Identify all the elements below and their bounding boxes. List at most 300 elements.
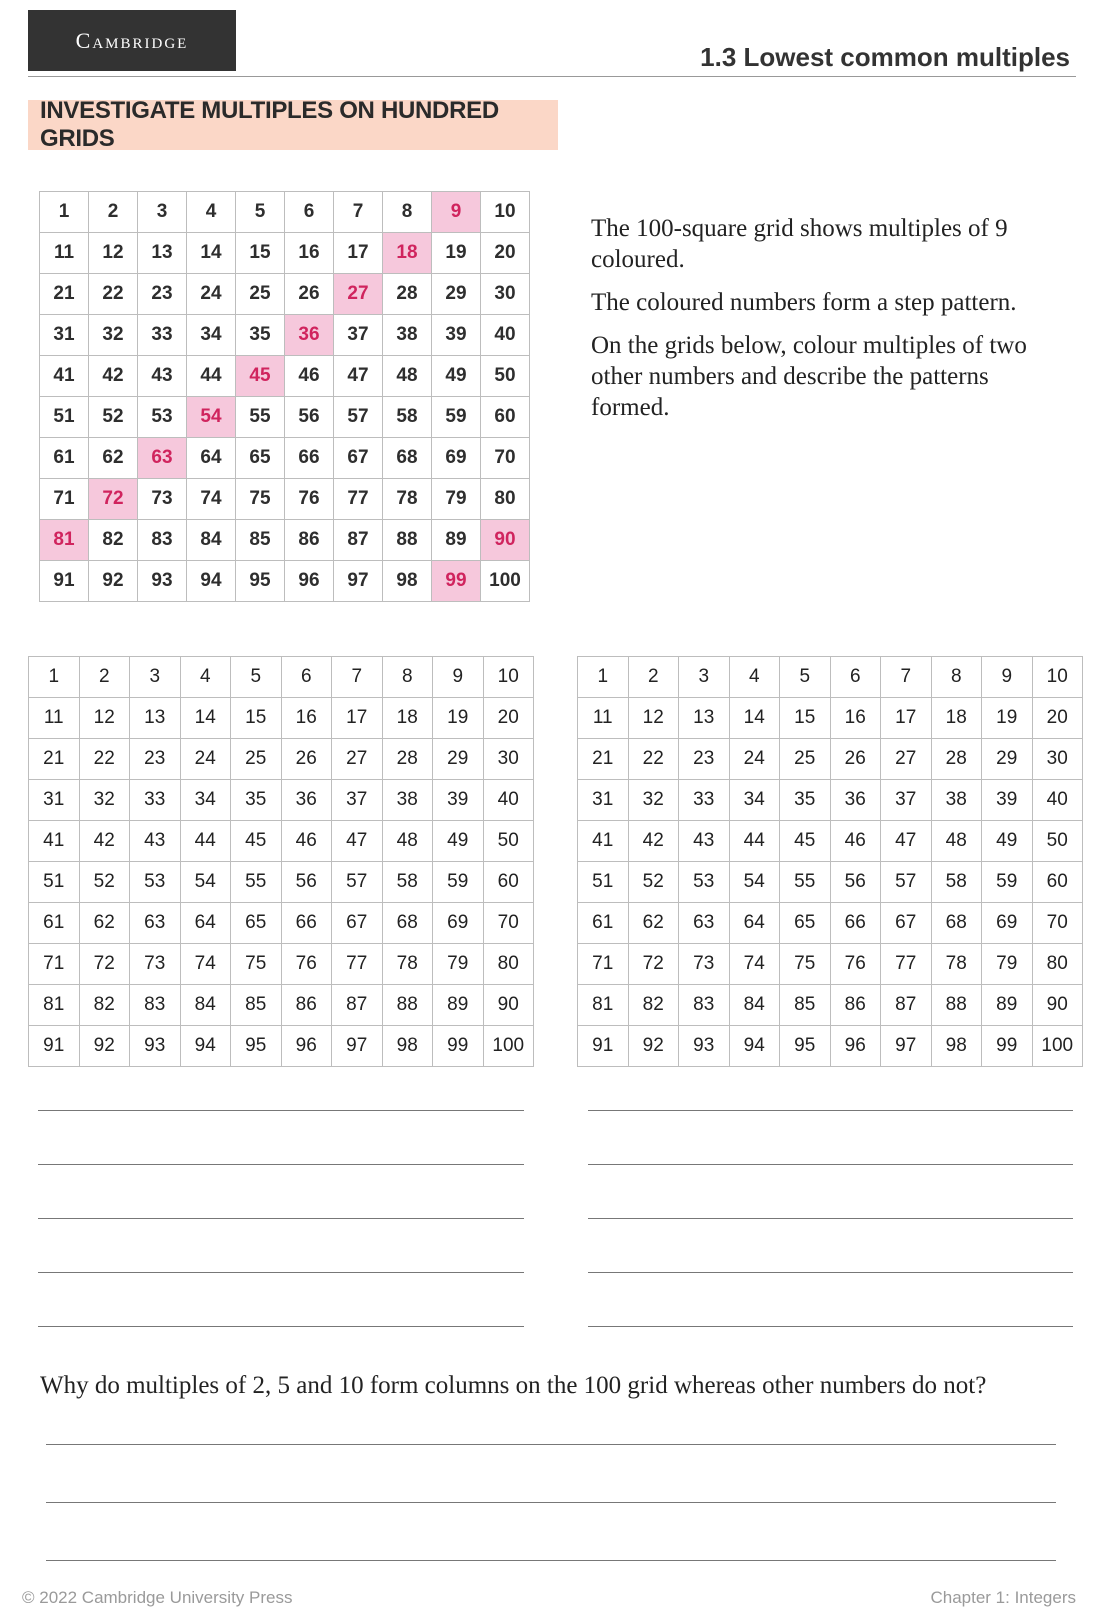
grid-cell[interactable]: 88	[382, 985, 433, 1026]
copyright-footer: © 2022 Cambridge University Press	[22, 1588, 293, 1607]
example-hundred-grid	[39, 191, 530, 602]
grid-cell[interactable]: 100	[483, 1026, 534, 1067]
grid-cell[interactable]: 74	[180, 944, 231, 985]
grid-row	[40, 192, 530, 233]
grid-cell[interactable]: 96	[281, 1026, 332, 1067]
answer-line-left-4[interactable]	[38, 1272, 524, 1273]
grid-cell[interactable]: 23	[679, 739, 730, 780]
grid-cell[interactable]: 10	[1032, 657, 1083, 698]
grid-cell[interactable]: 62	[628, 903, 679, 944]
grid-cell[interactable]: 34	[180, 780, 231, 821]
grid-cell[interactable]: 83	[130, 985, 181, 1026]
grid-cell: 87	[334, 520, 383, 561]
grid-cell: 98	[383, 561, 432, 602]
grid-cell[interactable]: 88	[931, 985, 982, 1026]
grid-cell: 58	[383, 397, 432, 438]
grid-cell[interactable]: 99	[433, 1026, 484, 1067]
grid-cell[interactable]: 36	[281, 780, 332, 821]
grid-cell[interactable]: 57	[332, 862, 383, 903]
grid-cell: 53	[138, 397, 187, 438]
grid-cell[interactable]: 29	[433, 739, 484, 780]
grid-cell[interactable]: 98	[931, 1026, 982, 1067]
grid-cell: 61	[40, 438, 89, 479]
grid-cell[interactable]: 13	[130, 698, 181, 739]
grid-cell[interactable]: 17	[332, 698, 383, 739]
grid-cell: 91	[40, 561, 89, 602]
grid-row	[40, 274, 530, 315]
grid-cell[interactable]: 56	[281, 862, 332, 903]
grid-cell[interactable]: 59	[982, 862, 1033, 903]
grid-cell[interactable]: 25	[231, 739, 282, 780]
grid-cell[interactable]: 24	[180, 739, 231, 780]
grid-cell[interactable]: 85	[231, 985, 282, 1026]
grid-cell[interactable]: 54	[180, 862, 231, 903]
grid-cell[interactable]: 62	[79, 903, 130, 944]
grid-cell[interactable]: 92	[79, 1026, 130, 1067]
grid-cell[interactable]: 67	[881, 903, 932, 944]
grid-cell[interactable]: 15	[780, 698, 831, 739]
grid-cell: 33	[138, 315, 187, 356]
grid-cell[interactable]: 7	[881, 657, 932, 698]
grid-cell[interactable]: 45	[780, 821, 831, 862]
grid-cell[interactable]: 16	[830, 698, 881, 739]
grid-cell[interactable]: 42	[628, 821, 679, 862]
grid-cell: 55	[236, 397, 285, 438]
grid-cell: 84	[187, 520, 236, 561]
grid-cell: 16	[285, 233, 334, 274]
grid-cell[interactable]: 11	[578, 698, 629, 739]
grid-cell[interactable]: 12	[79, 698, 130, 739]
grid-cell: 95	[236, 561, 285, 602]
grid-cell: 20	[481, 233, 530, 274]
grid-cell: 100	[481, 561, 530, 602]
grid-cell[interactable]: 1	[29, 657, 80, 698]
grid-cell-highlighted: 45	[236, 356, 285, 397]
grid-cell[interactable]: 73	[130, 944, 181, 985]
grid-row	[40, 356, 530, 397]
grid-cell[interactable]: 7	[332, 657, 383, 698]
question-text: Why do multiples of 2, 5 and 10 form columns on the 100 grid whereas other numbers do not?	[40, 1372, 987, 1399]
grid-cell: 66	[285, 438, 334, 479]
grid-cell[interactable]: 47	[881, 821, 932, 862]
grid-cell[interactable]: 43	[679, 821, 730, 862]
grid-cell: 38	[383, 315, 432, 356]
chapter-title: 1.3 Lowest common multiples	[700, 42, 1070, 72]
grid-row	[40, 233, 530, 274]
grid-cell[interactable]: 68	[382, 903, 433, 944]
intro-paragraph-3: On the grids below, colour multiples of two other numbers and describe the patterns formed.	[591, 332, 1027, 421]
grid-cell[interactable]: 77	[332, 944, 383, 985]
grid-cell[interactable]: 21	[29, 739, 80, 780]
question-answer-line-1[interactable]	[46, 1444, 1056, 1445]
grid-cell[interactable]: 84	[180, 985, 231, 1026]
grid-cell[interactable]: 79	[982, 944, 1033, 985]
grid-cell[interactable]: 93	[679, 1026, 730, 1067]
grid-cell[interactable]: 61	[578, 903, 629, 944]
answer-line-right-4[interactable]	[588, 1272, 1073, 1273]
grid-row	[40, 438, 530, 479]
grid-cell[interactable]: 58	[382, 862, 433, 903]
grid-cell[interactable]: 63	[679, 903, 730, 944]
grid-cell[interactable]: 78	[931, 944, 982, 985]
grid-cell[interactable]: 70	[1032, 903, 1083, 944]
grid-cell[interactable]: 53	[679, 862, 730, 903]
grid-cell: 88	[383, 520, 432, 561]
grid-cell[interactable]: 89	[433, 985, 484, 1026]
grid-cell[interactable]: 33	[130, 780, 181, 821]
answer-line-left-2[interactable]	[38, 1164, 524, 1165]
grid-cell[interactable]: 69	[982, 903, 1033, 944]
grid-cell[interactable]: 26	[830, 739, 881, 780]
grid-cell[interactable]: 89	[982, 985, 1033, 1026]
grid-cell[interactable]: 53	[130, 862, 181, 903]
grid-cell[interactable]: 35	[780, 780, 831, 821]
grid-cell: 51	[40, 397, 89, 438]
grid-cell[interactable]: 14	[180, 698, 231, 739]
grid-cell[interactable]: 47	[332, 821, 383, 862]
grid-cell[interactable]: 6	[281, 657, 332, 698]
grid-cell[interactable]: 66	[830, 903, 881, 944]
grid-cell[interactable]: 86	[281, 985, 332, 1026]
grid-cell: 13	[138, 233, 187, 274]
grid-cell: 50	[481, 356, 530, 397]
grid-cell: 15	[236, 233, 285, 274]
grid-cell[interactable]: 45	[231, 821, 282, 862]
answer-line-left-5[interactable]	[38, 1326, 524, 1327]
grid-cell[interactable]: 44	[729, 821, 780, 862]
answer-line-right-1[interactable]	[588, 1110, 1073, 1111]
grid-cell[interactable]: 8	[931, 657, 982, 698]
grid-cell[interactable]: 37	[881, 780, 932, 821]
grid-cell[interactable]: 19	[982, 698, 1033, 739]
grid-cell[interactable]: 9	[982, 657, 1033, 698]
answer-line-right-2[interactable]	[588, 1164, 1073, 1165]
grid-cell[interactable]: 17	[881, 698, 932, 739]
grid-cell[interactable]: 34	[729, 780, 780, 821]
grid-cell[interactable]: 15	[231, 698, 282, 739]
grid-cell[interactable]: 24	[729, 739, 780, 780]
grid-cell[interactable]: 46	[281, 821, 332, 862]
grid-cell[interactable]: 75	[231, 944, 282, 985]
practice-grid-right[interactable]	[577, 656, 1083, 1067]
practice-grid-left[interactable]	[28, 656, 534, 1067]
grid-cell[interactable]: 69	[433, 903, 484, 944]
grid-cell[interactable]: 30	[483, 739, 534, 780]
grid-cell[interactable]: 9	[433, 657, 484, 698]
grid-cell[interactable]: 32	[79, 780, 130, 821]
grid-cell[interactable]: 16	[281, 698, 332, 739]
grid-cell: 89	[432, 520, 481, 561]
grid-cell[interactable]: 2	[628, 657, 679, 698]
grid-row	[29, 862, 534, 903]
answer-line-left-3[interactable]	[38, 1218, 524, 1219]
grid-cell[interactable]: 5	[231, 657, 282, 698]
grid-cell[interactable]: 73	[679, 944, 730, 985]
grid-cell[interactable]: 97	[881, 1026, 932, 1067]
grid-cell-highlighted: 54	[187, 397, 236, 438]
grid-cell[interactable]: 38	[931, 780, 982, 821]
grid-cell[interactable]: 28	[931, 739, 982, 780]
grid-cell[interactable]: 82	[628, 985, 679, 1026]
grid-cell[interactable]: 2	[79, 657, 130, 698]
grid-row	[578, 903, 1083, 944]
grid-cell[interactable]: 99	[982, 1026, 1033, 1067]
grid-cell[interactable]: 94	[729, 1026, 780, 1067]
grid-cell[interactable]: 14	[729, 698, 780, 739]
grid-cell[interactable]: 32	[628, 780, 679, 821]
grid-row	[29, 739, 534, 780]
grid-cell[interactable]: 41	[29, 821, 80, 862]
grid-cell: 31	[40, 315, 89, 356]
grid-row	[578, 739, 1083, 780]
grid-cell[interactable]: 98	[382, 1026, 433, 1067]
answer-line-right-3[interactable]	[588, 1218, 1073, 1219]
grid-cell[interactable]: 82	[79, 985, 130, 1026]
grid-cell[interactable]: 93	[130, 1026, 181, 1067]
grid-cell[interactable]: 81	[578, 985, 629, 1026]
grid-cell[interactable]: 13	[679, 698, 730, 739]
grid-cell[interactable]: 96	[830, 1026, 881, 1067]
grid-cell[interactable]: 39	[982, 780, 1033, 821]
grid-cell[interactable]: 4	[180, 657, 231, 698]
grid-cell[interactable]: 90	[1032, 985, 1083, 1026]
grid-cell[interactable]: 33	[679, 780, 730, 821]
grid-cell-highlighted: 99	[432, 561, 481, 602]
grid-cell[interactable]: 87	[881, 985, 932, 1026]
grid-cell[interactable]: 61	[29, 903, 80, 944]
grid-cell[interactable]: 79	[433, 944, 484, 985]
grid-cell[interactable]: 37	[332, 780, 383, 821]
grid-cell: 1	[40, 192, 89, 233]
grid-cell: 41	[40, 356, 89, 397]
grid-cell: 69	[432, 438, 481, 479]
grid-cell[interactable]: 97	[332, 1026, 383, 1067]
grid-cell: 75	[236, 479, 285, 520]
grid-cell: 26	[285, 274, 334, 315]
grid-cell[interactable]: 66	[281, 903, 332, 944]
grid-cell[interactable]: 31	[578, 780, 629, 821]
grid-cell[interactable]: 95	[780, 1026, 831, 1067]
grid-row	[29, 903, 534, 944]
grid-cell[interactable]: 85	[780, 985, 831, 1026]
grid-cell[interactable]: 28	[382, 739, 433, 780]
grid-row	[578, 698, 1083, 739]
grid-cell-highlighted: 81	[40, 520, 89, 561]
grid-cell[interactable]: 77	[881, 944, 932, 985]
grid-cell[interactable]: 43	[130, 821, 181, 862]
chapter-footer: Chapter 1: Integers	[930, 1588, 1076, 1607]
grid-cell[interactable]: 39	[433, 780, 484, 821]
grid-cell[interactable]: 38	[382, 780, 433, 821]
grid-cell[interactable]: 42	[79, 821, 130, 862]
grid-cell[interactable]: 50	[1032, 821, 1083, 862]
grid-cell[interactable]: 50	[483, 821, 534, 862]
grid-cell[interactable]: 64	[180, 903, 231, 944]
grid-cell[interactable]: 41	[578, 821, 629, 862]
grid-cell: 79	[432, 479, 481, 520]
grid-cell[interactable]: 60	[1032, 862, 1083, 903]
grid-cell[interactable]: 55	[780, 862, 831, 903]
grid-cell: 77	[334, 479, 383, 520]
grid-cell[interactable]: 72	[628, 944, 679, 985]
grid-cell[interactable]: 100	[1032, 1026, 1083, 1067]
grid-cell[interactable]: 19	[433, 698, 484, 739]
grid-cell[interactable]: 40	[1032, 780, 1083, 821]
grid-cell[interactable]: 63	[130, 903, 181, 944]
grid-cell[interactable]: 55	[231, 862, 282, 903]
grid-cell: 44	[187, 356, 236, 397]
grid-cell[interactable]: 70	[483, 903, 534, 944]
grid-cell[interactable]: 48	[382, 821, 433, 862]
grid-cell[interactable]: 75	[780, 944, 831, 985]
grid-row	[29, 657, 534, 698]
grid-cell[interactable]: 64	[729, 903, 780, 944]
grid-cell[interactable]: 94	[180, 1026, 231, 1067]
grid-cell[interactable]: 78	[382, 944, 433, 985]
grid-cell: 29	[432, 274, 481, 315]
grid-cell: 24	[187, 274, 236, 315]
grid-cell[interactable]: 95	[231, 1026, 282, 1067]
grid-cell[interactable]: 52	[79, 862, 130, 903]
grid-cell[interactable]: 49	[982, 821, 1033, 862]
grid-cell[interactable]: 72	[79, 944, 130, 985]
grid-cell[interactable]: 5	[780, 657, 831, 698]
grid-cell[interactable]: 22	[79, 739, 130, 780]
grid-cell[interactable]: 68	[931, 903, 982, 944]
grid-cell[interactable]: 51	[29, 862, 80, 903]
grid-cell[interactable]: 27	[881, 739, 932, 780]
grid-cell[interactable]: 22	[628, 739, 679, 780]
grid-row	[29, 698, 534, 739]
grid-row	[578, 1026, 1083, 1067]
grid-cell: 37	[334, 315, 383, 356]
grid-cell[interactable]: 4	[729, 657, 780, 698]
grid-cell[interactable]: 20	[1032, 698, 1083, 739]
grid-cell[interactable]: 71	[578, 944, 629, 985]
grid-cell: 28	[383, 274, 432, 315]
grid-cell[interactable]: 25	[780, 739, 831, 780]
grid-cell[interactable]: 67	[332, 903, 383, 944]
grid-cell[interactable]: 74	[729, 944, 780, 985]
grid-cell[interactable]: 91	[29, 1026, 80, 1067]
grid-cell[interactable]: 10	[483, 657, 534, 698]
question-answer-line-3[interactable]	[46, 1560, 1056, 1561]
grid-cell[interactable]: 80	[1032, 944, 1083, 985]
grid-cell[interactable]: 81	[29, 985, 80, 1026]
grid-cell[interactable]: 90	[483, 985, 534, 1026]
grid-cell[interactable]: 23	[130, 739, 181, 780]
grid-cell: 23	[138, 274, 187, 315]
grid-cell[interactable]: 76	[281, 944, 332, 985]
grid-cell: 5	[236, 192, 285, 233]
grid-cell[interactable]: 76	[830, 944, 881, 985]
grid-cell[interactable]: 18	[931, 698, 982, 739]
grid-cell[interactable]: 27	[332, 739, 383, 780]
grid-cell[interactable]: 58	[931, 862, 982, 903]
grid-cell[interactable]: 87	[332, 985, 383, 1026]
grid-cell[interactable]: 84	[729, 985, 780, 1026]
grid-cell[interactable]: 26	[281, 739, 332, 780]
grid-cell[interactable]: 54	[729, 862, 780, 903]
grid-cell[interactable]: 8	[382, 657, 433, 698]
grid-cell: 65	[236, 438, 285, 479]
grid-cell[interactable]: 44	[180, 821, 231, 862]
answer-line-left-1[interactable]	[38, 1110, 524, 1111]
grid-cell: 30	[481, 274, 530, 315]
grid-cell: 96	[285, 561, 334, 602]
grid-cell[interactable]: 21	[578, 739, 629, 780]
grid-cell: 12	[89, 233, 138, 274]
grid-cell: 76	[285, 479, 334, 520]
grid-cell-highlighted: 27	[334, 274, 383, 315]
grid-cell: 67	[334, 438, 383, 479]
grid-cell[interactable]: 48	[931, 821, 982, 862]
grid-cell[interactable]: 40	[483, 780, 534, 821]
grid-cell: 71	[40, 479, 89, 520]
answer-line-right-5[interactable]	[588, 1326, 1073, 1327]
grid-cell[interactable]: 52	[628, 862, 679, 903]
grid-cell[interactable]: 80	[483, 944, 534, 985]
grid-cell[interactable]: 36	[830, 780, 881, 821]
grid-row	[40, 397, 530, 438]
grid-cell[interactable]: 1	[578, 657, 629, 698]
grid-cell[interactable]: 11	[29, 698, 80, 739]
grid-cell: 40	[481, 315, 530, 356]
grid-cell[interactable]: 65	[231, 903, 282, 944]
grid-cell[interactable]: 83	[679, 985, 730, 1026]
grid-cell[interactable]: 46	[830, 821, 881, 862]
grid-cell[interactable]: 12	[628, 698, 679, 739]
grid-cell[interactable]: 51	[578, 862, 629, 903]
header-divider	[28, 76, 1076, 77]
grid-cell[interactable]: 59	[433, 862, 484, 903]
grid-cell[interactable]: 18	[382, 698, 433, 739]
grid-cell: 35	[236, 315, 285, 356]
question-answer-line-2[interactable]	[46, 1502, 1056, 1503]
grid-cell[interactable]: 71	[29, 944, 80, 985]
grid-cell: 19	[432, 233, 481, 274]
grid-row	[40, 520, 530, 561]
grid-row	[29, 1026, 534, 1067]
grid-cell[interactable]: 20	[483, 698, 534, 739]
grid-cell[interactable]: 30	[1032, 739, 1083, 780]
grid-cell[interactable]: 56	[830, 862, 881, 903]
grid-row	[578, 821, 1083, 862]
grid-cell-highlighted: 63	[138, 438, 187, 479]
grid-cell[interactable]: 35	[231, 780, 282, 821]
grid-cell[interactable]: 3	[130, 657, 181, 698]
cambridge-logo: Cambridge	[28, 10, 236, 71]
grid-cell[interactable]: 86	[830, 985, 881, 1026]
grid-cell: 43	[138, 356, 187, 397]
grid-cell: 22	[89, 274, 138, 315]
grid-cell: 85	[236, 520, 285, 561]
grid-cell[interactable]: 6	[830, 657, 881, 698]
grid-cell[interactable]: 65	[780, 903, 831, 944]
grid-cell[interactable]: 57	[881, 862, 932, 903]
grid-cell[interactable]: 29	[982, 739, 1033, 780]
grid-cell[interactable]: 31	[29, 780, 80, 821]
grid-cell[interactable]: 60	[483, 862, 534, 903]
grid-cell: 3	[138, 192, 187, 233]
grid-cell: 68	[383, 438, 432, 479]
grid-cell[interactable]: 49	[433, 821, 484, 862]
grid-row	[40, 561, 530, 602]
grid-cell: 39	[432, 315, 481, 356]
grid-cell[interactable]: 91	[578, 1026, 629, 1067]
grid-cell[interactable]: 92	[628, 1026, 679, 1067]
grid-cell[interactable]: 3	[679, 657, 730, 698]
